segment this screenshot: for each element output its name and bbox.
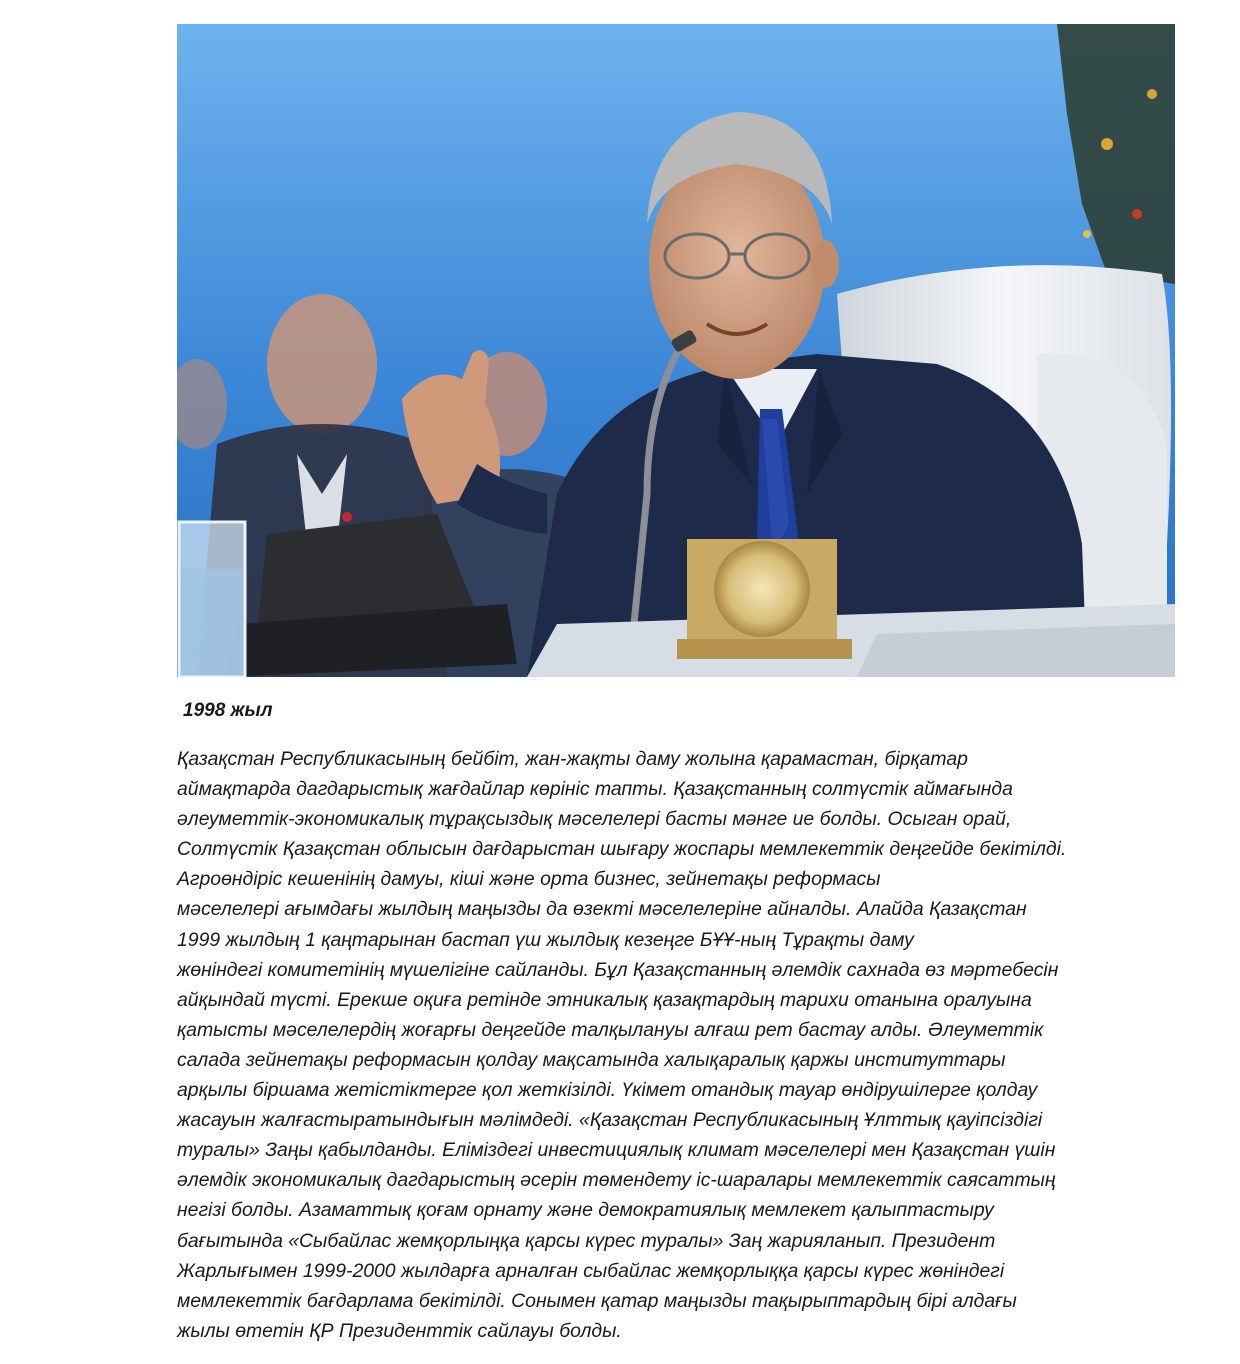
body-line: жасауын жалғастыратындығын мәлімдеді. «Қазақстан Республикасының Ұлттық қауіпсіздігі [177,1109,1043,1132]
article-body [177,744,1177,1346]
body-line: Солтүстік Қазақстан облысын дағдарыстан шығару жоспары мемлекеттік деңгейде бекітілді. [177,838,1067,861]
body-line: 1999 жылдың 1 қаңтарынан бастап үш жылдық кезеңге БҰҰ-ның Тұрақты даму [177,928,914,951]
body-line: туралы» Заңы қабылданды. Еліміздегі инвестициялық климат мәселелері мен Қазақстан үшін [177,1139,1056,1162]
body-line: арқылы біршама жетістіктерге қол жеткізілді. Үкімет отандық тауар өндірушілерге қолдау [177,1079,1038,1102]
body-line: айқындай түсті. Ерекше оқиға ретінде этникалық қазақтардың тарихи отанына оралуына [177,988,1032,1011]
body-line: мәселелері ағымдағы жылдың маңызды да өзекті мәселелеріне айналды. Алайда Қазақстан [177,898,1027,921]
speaker-photo-illustration [177,24,1175,677]
body-line: негізі болды. Азаматтық қоғам орнату және демократиялық мемлекет қалыптастыру [177,1199,994,1222]
body-line: қатысты мәселелердің жоғарғы деңгейде талқылануы алғаш рет бастау алды. Әлеуметтік [177,1018,1044,1041]
body-line: әлемдік экономикалық дагдарыстың әсерін төмендету іс-шаралары мемлекеттік саясаттың [177,1169,1056,1192]
body-line: Қазақстан Республикасының бейбіт, жан-жақты даму жолына қарамастан, бірқатар [177,748,968,770]
speaker-photo [177,24,1175,677]
body-line: Жарлығымен 1999-2000 жылдарға арналған сыбайлас жемқорлыққа қарсы күрес жөніндегі [177,1259,1005,1282]
body-line: әлеуметтік-экономикалық тұрақсыздық мәселелері басты мәнге ие болды. Осыган орай, [177,808,1012,831]
body-line: салада зейнетақы реформасын қолдау мақсатында халықаралық қаржы институттары [177,1048,1006,1071]
body-line: жылы өтетін ҚР Президенттік сайлауы болды. [177,1319,622,1342]
photo-caption: 1998 жыл [183,700,273,721]
body-line: жөніндегі комитетінің мүшелігіне сайланды. Бұл Қазақстанның әлемдік сахнада өз мәртебесін [177,958,1059,981]
body-line: Агроөндіріс кешенінің дамуы, кіші және орта бизнес, зейнетақы реформасы [177,868,881,891]
body-line: мемлекеттік бағдарлама бекітілді. Сонымен қатар маңызды тақырыптардың бірі алдағы [177,1289,1017,1312]
body-line: аймақтарда дагдарыстық жағдайлар көрініс тапты. Қазақстанның солтүстік аймағында [177,778,1013,801]
body-line: бағытында «Сыбайлас жемқорлыңқа қарсы күрес туралы» Заң жарияланып. Президент [177,1229,996,1252]
